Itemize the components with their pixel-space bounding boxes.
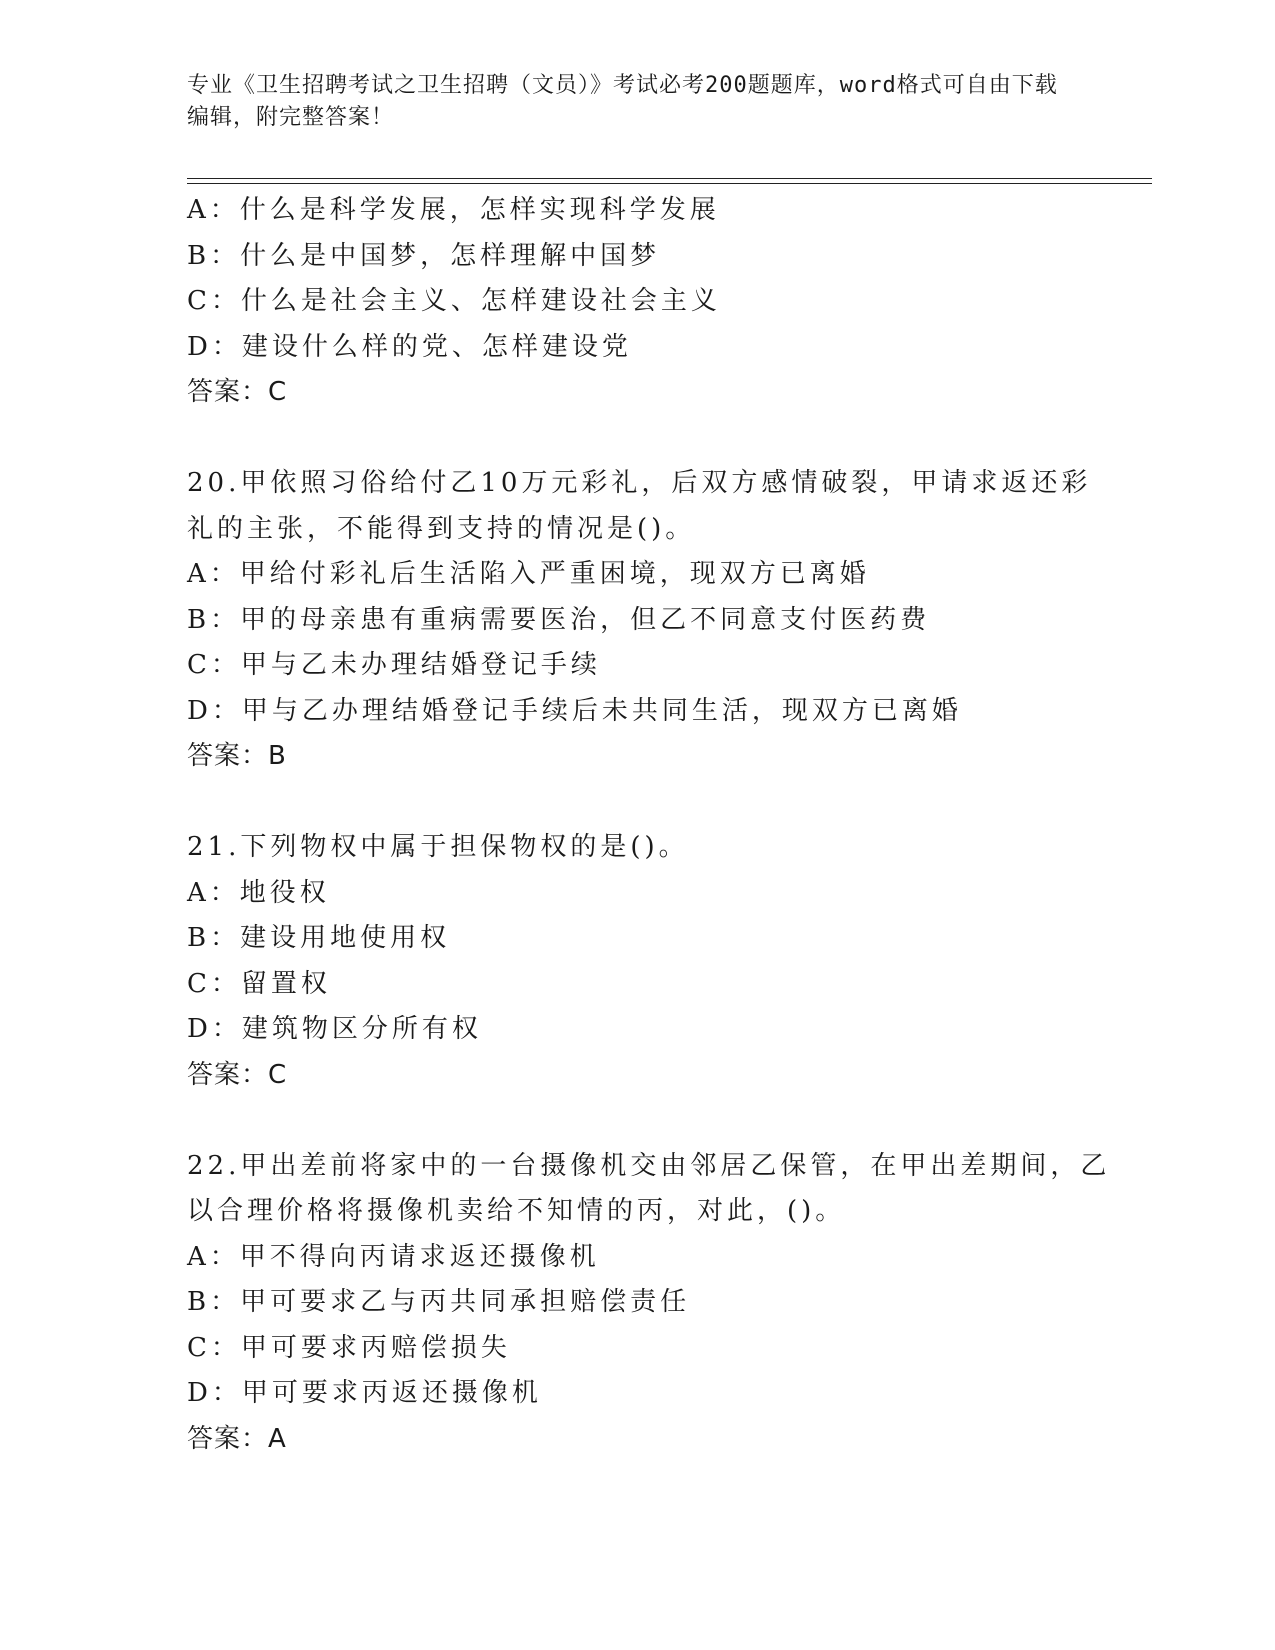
answer: 答案：C — [187, 377, 288, 407]
option-b: B：甲的母亲患有重病需要医治，但乙不同意支付医药费 — [187, 604, 931, 635]
question-19-continued — [187, 188, 1087, 416]
option-d: D：建设什么样的党、怎样建设党 — [187, 331, 632, 362]
option-a: A：什么是科学发展，怎样实现科学发展 — [187, 195, 720, 225]
option-c: C：甲与乙未办理结婚登记手续 — [187, 650, 601, 680]
header-rule-bottom — [187, 183, 1152, 184]
answer: 答案：A — [187, 1423, 287, 1454]
option-a: A：甲给付彩礼后生活陷入严重困境，现双方已离婚 — [187, 559, 870, 589]
option-c: C：甲可要求丙赔偿损失 — [187, 1332, 511, 1363]
answer: 答案：B — [187, 741, 287, 771]
option-a: A：甲不得向丙请求返还摄像机 — [187, 1241, 600, 1272]
option-a: A：地役权 — [187, 877, 330, 908]
answer: 答案：C — [187, 1059, 288, 1090]
question-list — [187, 188, 1111, 1462]
question-stem: 21.下列物权中属于担保物权的是()。 — [187, 832, 689, 862]
question-stem: 以合理价格将摄像机卖给不知情的丙，对此，()。 — [187, 1196, 846, 1226]
option-b: B：建设用地使用权 — [187, 923, 451, 953]
option-d: D：建筑物区分所有权 — [187, 1014, 482, 1044]
question-20 — [187, 461, 1092, 780]
header-rule-top — [187, 178, 1152, 179]
option-b: B：甲可要求乙与丙共同承担赔偿责任 — [187, 1287, 691, 1317]
document-header: 专业《卫生招聘考试之卫生招聘（文员）》考试必考200题题库，word格式可自由下载编辑，附完整答案！ — [187, 73, 1058, 130]
option-c: C：什么是社会主义、怎样建设社会主义 — [187, 286, 721, 316]
question-stem: 20.甲依照习俗给付乙10万元彩礼，后双方感情破裂，甲请求返还彩 — [187, 468, 1092, 498]
option-b: B：什么是中国梦，怎样理解中国梦 — [187, 240, 661, 271]
question-21 — [187, 825, 1087, 1098]
option-d: D：甲与乙办理结婚登记手续后未共同生活，现双方已离婚 — [187, 695, 962, 726]
question-22 — [187, 1144, 1111, 1463]
question-stem: 22.甲出差前将家中的一台摄像机交由邻居乙保管，在甲出差期间，乙 — [187, 1150, 1111, 1181]
question-stem: 礼的主张，不能得到支持的情况是()。 — [187, 513, 696, 544]
option-d: D：甲可要求丙返还摄像机 — [187, 1378, 542, 1408]
option-c: C：留置权 — [187, 968, 331, 999]
